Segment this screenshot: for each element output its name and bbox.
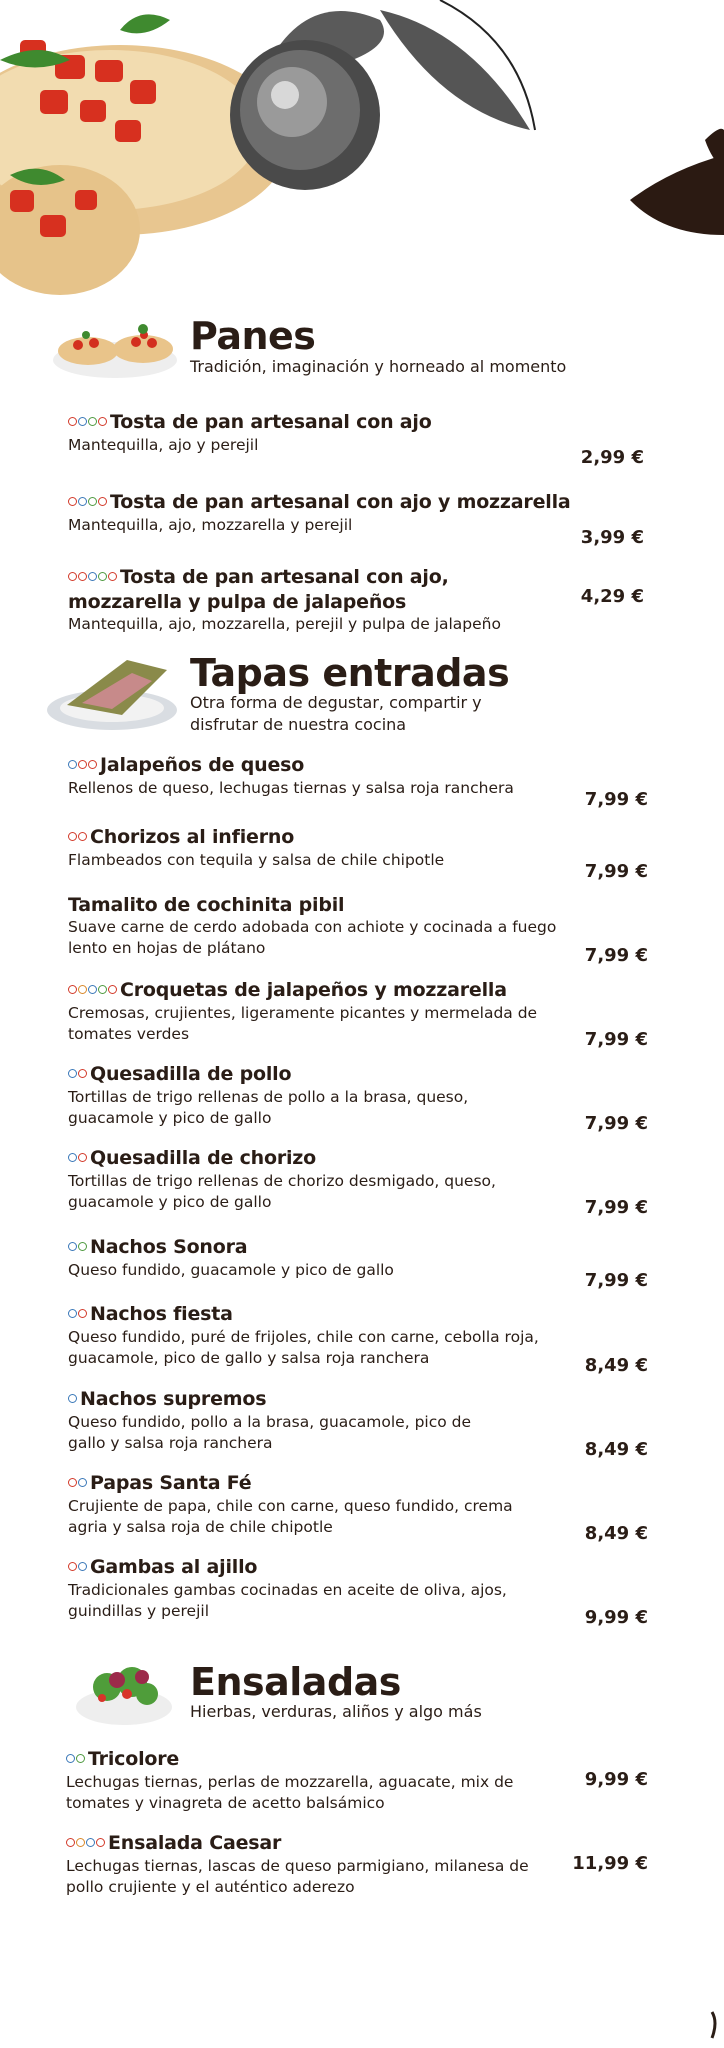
item-description: Mantequilla, ajo y perejil xyxy=(68,435,259,454)
allergen-icons xyxy=(68,411,108,435)
section-title-tapas: Tapas entradas xyxy=(190,651,510,695)
menu-item xyxy=(68,490,668,536)
allergen-icons xyxy=(68,1147,88,1171)
item-description: Mantequilla, ajo, mozzarella, perejil y pulpa de jalapeño xyxy=(68,614,501,633)
item-price: 7,99 € xyxy=(584,1029,648,1050)
fruit-engraving xyxy=(230,0,535,190)
item-description: Queso fundido, guacamole y pico de gallo xyxy=(68,1260,394,1279)
page-edge-mark xyxy=(700,2010,720,2040)
section-subtitle-ensaladas: Hierbas, verduras, aliños y algo más xyxy=(190,1702,482,1721)
item-description: Queso fundido, puré de frijoles, chile con carne, cebolla roja, guacamole, pico de gallo y salsa roja ranchera xyxy=(68,1327,539,1367)
item-price: 9,99 € xyxy=(584,1607,648,1628)
section-title-panes: Panes xyxy=(190,314,316,358)
item-price: 7,99 € xyxy=(584,1113,648,1134)
item-price: 2,99 € xyxy=(580,447,644,468)
item-price: 7,99 € xyxy=(584,1197,648,1218)
item-name: Tosta de pan artesanal con ajo xyxy=(110,411,432,433)
menu-item xyxy=(68,825,668,871)
item-description: Tradicionales gambas cocinadas en aceite de oliva, ajos, guindillas y perejil xyxy=(68,1580,507,1620)
allergen-icons xyxy=(68,1063,88,1087)
item-name: Tricolore xyxy=(88,1748,180,1770)
item-name: Ensalada Caesar xyxy=(108,1832,282,1854)
menu-item xyxy=(68,1062,668,1129)
item-description: Mantequilla, ajo, mozzarella y perejil xyxy=(68,515,353,534)
item-description: Tortillas de trigo rellenas de pollo a la brasa, queso, guacamole y pico de gallo xyxy=(68,1087,469,1127)
item-name: Tosta de pan artesanal con ajo, xyxy=(120,566,449,588)
menu-item xyxy=(68,1235,668,1281)
menu-item xyxy=(68,565,668,635)
item-name: Tosta de pan artesanal con ajo y mozzarella xyxy=(110,491,571,513)
section-subtitle-tapas: Otra forma de degustar, compartir y disfrutar de nuestra cocina xyxy=(190,693,482,734)
item-description: Flambeados con tequila y salsa de chile chipotle xyxy=(68,850,445,869)
item-price: 8,49 € xyxy=(584,1523,648,1544)
item-description: Cremosas, crujientes, ligeramente picantes y mermelada de tomates verdes xyxy=(68,1003,538,1043)
sombrero-icon xyxy=(630,129,724,235)
item-description: Queso fundido, pollo a la brasa, guacamole, pico de gallo y salsa roja ranchera xyxy=(68,1412,472,1452)
item-name: Quesadilla de pollo xyxy=(90,1063,292,1085)
item-price: 8,49 € xyxy=(584,1439,648,1460)
item-price: 7,99 € xyxy=(584,789,648,810)
menu-item xyxy=(68,978,668,1045)
allergen-icons xyxy=(68,979,118,1003)
item-description: Tortillas de trigo rellenas de chorizo desmigado, queso, guacamole y pico de gallo xyxy=(68,1171,496,1211)
item-description: Lechugas tiernas, lascas de queso parmigiano, milanesa de pollo crujiente y el auténtico aderezo xyxy=(66,1856,529,1896)
item-price: 7,99 € xyxy=(584,861,648,882)
menu-item xyxy=(68,1146,668,1213)
item-price: 8,49 € xyxy=(584,1355,648,1376)
item-name: Nachos Sonora xyxy=(90,1236,248,1258)
item-name: Nachos fiesta xyxy=(90,1303,233,1325)
menu-item xyxy=(68,1555,668,1622)
allergen-icons xyxy=(68,1303,88,1327)
tapas-thumbnail xyxy=(42,655,182,735)
allergen-icons xyxy=(68,826,88,850)
allergen-icons xyxy=(68,566,118,590)
menu-item xyxy=(68,753,668,799)
item-description: Lechugas tiernas, perlas de mozzarella, aguacate, mix de tomates y vinagreta de acetto balsámico xyxy=(66,1772,514,1812)
ensaladas-thumbnail xyxy=(72,1652,177,1732)
item-description: Crujiente de papa, chile con carne, queso fundido, crema agria y salsa roja de chile chipotle xyxy=(68,1496,513,1536)
menu-item xyxy=(68,410,668,456)
item-name: Croquetas de jalapeños y mozzarella xyxy=(120,979,507,1001)
item-name: Papas Santa Fé xyxy=(90,1472,252,1494)
item-price: 7,99 € xyxy=(584,945,648,966)
allergen-icons xyxy=(68,1556,88,1580)
item-name: Quesadilla de chorizo xyxy=(90,1147,317,1169)
section-subtitle-panes: Tradición, imaginación y horneado al momento xyxy=(190,357,567,376)
header-illustration xyxy=(0,0,724,330)
item-description: Suave carne de cerdo adobada con achiote y cocinada a fuego lento en hojas de plátano xyxy=(68,918,557,957)
item-price: 4,29 € xyxy=(580,586,644,607)
menu-item xyxy=(68,1302,668,1369)
allergen-icons xyxy=(66,1832,106,1856)
item-name: Gambas al ajillo xyxy=(90,1556,258,1578)
menu-item xyxy=(68,1387,668,1454)
item-price: 9,99 € xyxy=(584,1769,648,1790)
menu-item xyxy=(68,1471,668,1538)
item-price: 11,99 € xyxy=(572,1853,648,1874)
allergen-icons xyxy=(68,1388,78,1412)
allergen-icons xyxy=(68,754,98,778)
item-name: Nachos supremos xyxy=(80,1388,267,1410)
section-title-ensaladas: Ensaladas xyxy=(190,1660,401,1704)
allergen-icons xyxy=(68,491,108,515)
item-name-line2: mozzarella y pulpa de jalapeños xyxy=(68,590,407,613)
allergen-icons xyxy=(68,1236,88,1260)
item-name: Chorizos al infierno xyxy=(90,826,295,848)
item-price: 7,99 € xyxy=(584,1270,648,1291)
item-name: Jalapeños de queso xyxy=(100,754,305,776)
item-description: Rellenos de queso, lechugas tiernas y salsa roja ranchera xyxy=(68,778,514,797)
allergen-icons xyxy=(66,1748,86,1772)
item-name: Tamalito de cochinita pibil xyxy=(68,894,345,916)
item-price: 3,99 € xyxy=(580,527,644,548)
panes-thumbnail xyxy=(48,305,183,383)
menu-item xyxy=(66,1747,666,1814)
menu-item xyxy=(68,893,668,959)
allergen-icons xyxy=(68,1472,88,1496)
